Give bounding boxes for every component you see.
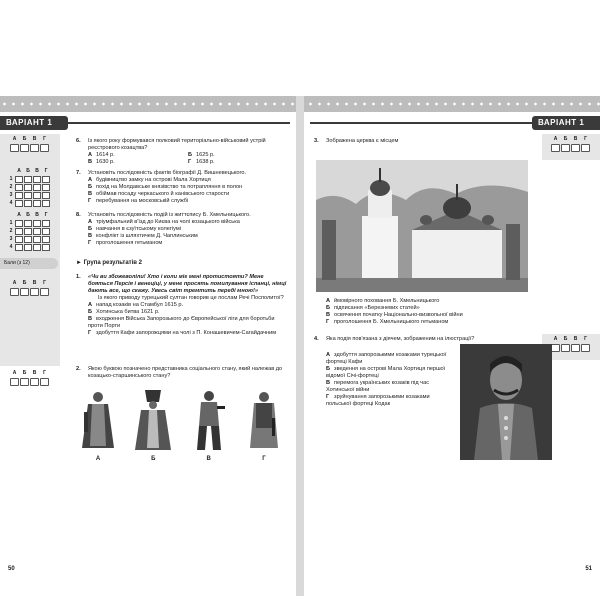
question-8: 8. Установіть послідовність подій із життєпису Б. Хмельницького. А тріумфальний в'їзд до Києва на чолі козацького війська Б навчання в єзуїтському колегіумі В конфлікт із шляхтичем Д. Чаплинським Г проголошення гетьманом (76, 212, 251, 246)
right-page (304, 112, 600, 590)
figure-c: В (187, 388, 231, 466)
score-pill: Бали (з 12) (0, 258, 58, 269)
answer-grid-q3: А Б В Г (551, 136, 590, 152)
page-number-right: 51 (585, 566, 592, 572)
figure-row (76, 388, 286, 466)
figure-d: Г (242, 388, 286, 466)
question-3-options: А ймовірного поховання Б. Хмельницького Б підписання «Березневих статей» В освячення початку Національно-визвольної війни Г проголошення Б. Хмельницького гетьманом (326, 298, 463, 325)
answer-grid-q6: А Б В Г (10, 136, 49, 152)
figure-a: А (76, 388, 120, 466)
answer-cell[interactable] (30, 144, 39, 152)
question-6: 6. Із якого року формувався полковий територіально-військовий устрій реєстрового козацтва? А 1614 р. Б 1625 р. В 1630 р. Г 1638 р. (76, 138, 266, 165)
question-2: 2. Якою буквою позначено представника соціального стану, який належав до козацько-старшинського стану? (76, 366, 283, 379)
question-1: 1. «Чи ви збожеволіли! Хто і коли міг мені протистояти? Мене бояться Персія і венеціці, у мене просять помилування іспанці, німці дають все, що скажу. Увесь світ тремтить переді мною!» Із якого приводу турецький султан говорив це послам Речі Посполитої? А напад козаків на Стамбул 1615 р. Б Хотинська битва 1621 р. В входження Війська Запорозького до Європейської ліги для боротьби проти Порти Г здобуття Кафи запорожцями на чолі з П. Конашевичем-Сагайдачним (76, 274, 287, 336)
sequence-grid-q8: А Б В Г 1 2 3 4 (8, 212, 50, 251)
header-rule (310, 122, 532, 124)
figure-b: Б (131, 388, 175, 466)
question-4: 4. Яка подія пов'язана з діячем, зображеним на ілюстрації? (314, 336, 475, 342)
answer-grid-q1: А Б В Г (10, 280, 49, 296)
header-rule (68, 122, 290, 124)
answer-grid-q4: А Б В Г (551, 336, 590, 352)
answer-cell[interactable] (20, 144, 29, 152)
answer-grid-q2: А Б В Г (10, 370, 49, 386)
question-7: 7. Установіть послідовність фактів біографії Д. Вишневецького. А будівництво замку на острові Мала Хортиця Б похід на Молдавське князівство та потрапляння в полон В обіймав посаду черкаського й канівського старости Г перебування на московській службі (76, 170, 247, 204)
page-number-left: 50 (8, 566, 15, 572)
variant-label: ВАРІАНТ 1 (532, 116, 600, 130)
figure-d-illustration (242, 388, 286, 452)
figure-c-illustration (187, 388, 231, 452)
group-title: ► Група результатів 2 (76, 260, 142, 266)
variant-label: ВАРІАНТ 1 (0, 116, 68, 130)
sequence-grid-q7: А Б В Г 1 2 3 4 (8, 168, 50, 207)
question-4-options: А здобуття запорозькими козаками турецької фортеці Кафи Б зведення на острові Мала Хортиця першої відомої Січі-фортеці В перемога українських козаків під час Хотинської війни Г зруйнування запорозькими козаками польської фортеці Кодак (326, 352, 447, 407)
figure-a-illustration (76, 388, 120, 452)
answer-cell[interactable] (40, 144, 49, 152)
portrait-illustration (460, 344, 552, 460)
question-3: 3. Зображена церква є місцем (314, 138, 399, 144)
left-page (0, 112, 296, 590)
figure-b-illustration (131, 388, 175, 452)
church-photo (316, 160, 528, 292)
answer-cell[interactable] (10, 144, 19, 152)
book-spine (296, 96, 304, 596)
